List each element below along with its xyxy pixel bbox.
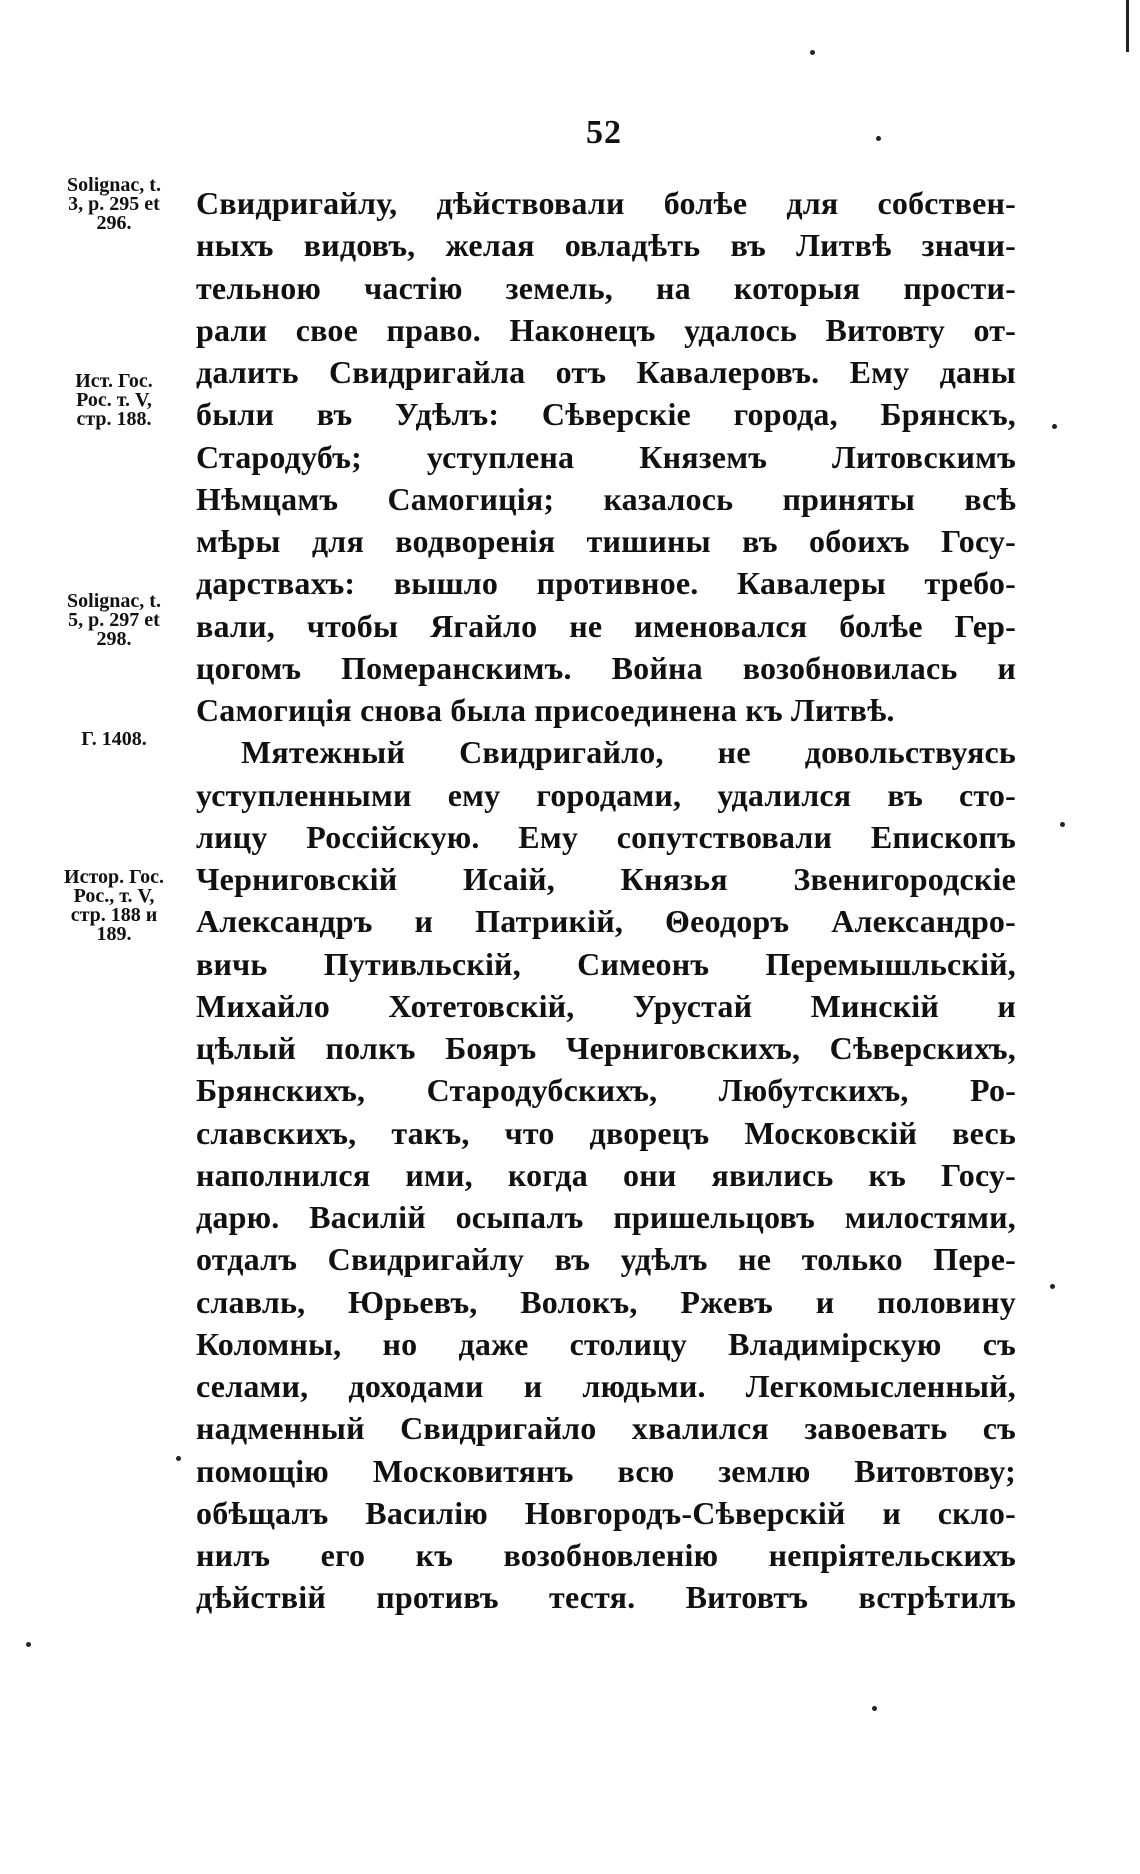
text-line: дарствахъ: вышло противное. Кавалеры требо- xyxy=(196,565,1016,602)
text-line: нилъ его къ возобновленію непріятельскихъ xyxy=(196,1537,1016,1573)
margin-note-history-1: Ист. Гос. Рос. т. V, стр. 188. xyxy=(75,370,153,430)
text-line: наполнился ими, когда они явились къ Госу- xyxy=(196,1156,1016,1193)
text-line: цогомъ Померанскимъ. Война возобновилась и xyxy=(196,649,1016,686)
text-line: далить Свидригайла отъ Кавалеровъ. Ему даны xyxy=(196,354,1016,390)
text-line: Нѣмцамъ Самогиція; казалось приняты всѣ xyxy=(196,480,1016,517)
text-line: Коломны, но даже столицу Владимірскую съ xyxy=(196,1325,1016,1362)
text-line: помощію Московитянъ всю землю Витовтову; xyxy=(196,1452,1016,1489)
text-line: Александръ и Патрикій, Θеодоръ Александро- xyxy=(196,903,1016,940)
text-line: Свидригайлу, дѣйствовали болѣе для собствен- xyxy=(196,185,1016,221)
text-line: надменный Свидригайло хвалился завоевать съ xyxy=(196,1410,1016,1447)
margin-note-solignac-1: Solignac, t. 3, p. 295 et 296. xyxy=(67,174,161,234)
text-line: славль, Юрьевъ, Волокъ, Ржевъ и половину xyxy=(196,1283,1016,1320)
margin-note-history-2: Истор. Гос. Рос., т. V, стр. 188 и 189. xyxy=(64,866,164,945)
text-line: вали, чтобы Ягайло не именовался болѣе Гер- xyxy=(196,607,1016,644)
text-line: Брянскихъ, Стародубскихъ, Любутскихъ, Ро- xyxy=(196,1072,1016,1109)
text-line: тельною частію земель, на которыя прости- xyxy=(196,269,1016,306)
scan-speck xyxy=(1060,822,1065,827)
scan-speck xyxy=(876,136,881,141)
text-line: рали свое право. Наконецъ удалось Витовту от- xyxy=(196,311,1016,348)
scan-speck xyxy=(1050,1284,1055,1289)
text-line: были въ Удѣлъ: Сѣверскіе города, Брянскъ, xyxy=(196,396,1016,433)
text-line: Самогиція снова была присоединена къ Литвѣ. xyxy=(196,692,895,728)
page-number: 52 xyxy=(586,114,622,151)
body-text xyxy=(196,182,1016,1619)
text-line: селами, доходами и людьми. Легкомысленный, xyxy=(196,1368,1016,1404)
scan-speck xyxy=(810,50,815,55)
page-edge-line xyxy=(1126,0,1129,52)
text-line: ныхъ видовъ, желая овладѣть въ Литвѣ значи- xyxy=(196,227,1016,264)
text-line: дарю. Василій осыпалъ пришельцовъ милостями, xyxy=(196,1199,1016,1235)
margin-note-year: Г. 1408. xyxy=(81,728,147,750)
text-line: отдалъ Свидригайлу въ удѣлъ не только Пере- xyxy=(196,1241,1016,1278)
scan-speck xyxy=(872,1706,877,1711)
text-line: вичь Путивльскій, Симеонъ Перемышльскій, xyxy=(196,945,1016,982)
scan-speck xyxy=(176,1456,181,1461)
text-line: славскихъ, такъ, что дворецъ Московскій весь xyxy=(196,1114,1016,1151)
text-line: дѣйствій противъ тестя. Витовтъ встрѣтилъ xyxy=(196,1579,1016,1616)
text-line: Стародубъ; уступлена Княземъ Литовскимъ xyxy=(196,438,1016,475)
text-line: цѣлый полкъ Бояръ Черниговскихъ, Сѣверскихъ, xyxy=(196,1030,1016,1066)
text-line: уступленными ему городами, удалился въ сто- xyxy=(196,776,1016,813)
text-line: мѣры для водворенія тишины въ обоихъ Госу- xyxy=(196,523,1016,559)
scan-speck xyxy=(1052,424,1057,429)
scan-speck xyxy=(26,1642,31,1647)
margin-note-solignac-2: Solignac, t. 5, p. 297 et 298. xyxy=(67,590,161,650)
text-line: Мятежный Свидригайло, не довольствуясь xyxy=(241,734,1016,771)
text-line: обѣщалъ Василію Новгородъ-Сѣверскій и скло- xyxy=(196,1494,1016,1531)
text-line: Черниговскій Исаій, Князья Звенигородскіе xyxy=(196,861,1016,897)
text-line: лицу Россійскую. Ему сопутствовали Епископъ xyxy=(196,818,1016,855)
text-line: Михайло Хотетовскій, Урустай Минскій и xyxy=(196,987,1016,1024)
